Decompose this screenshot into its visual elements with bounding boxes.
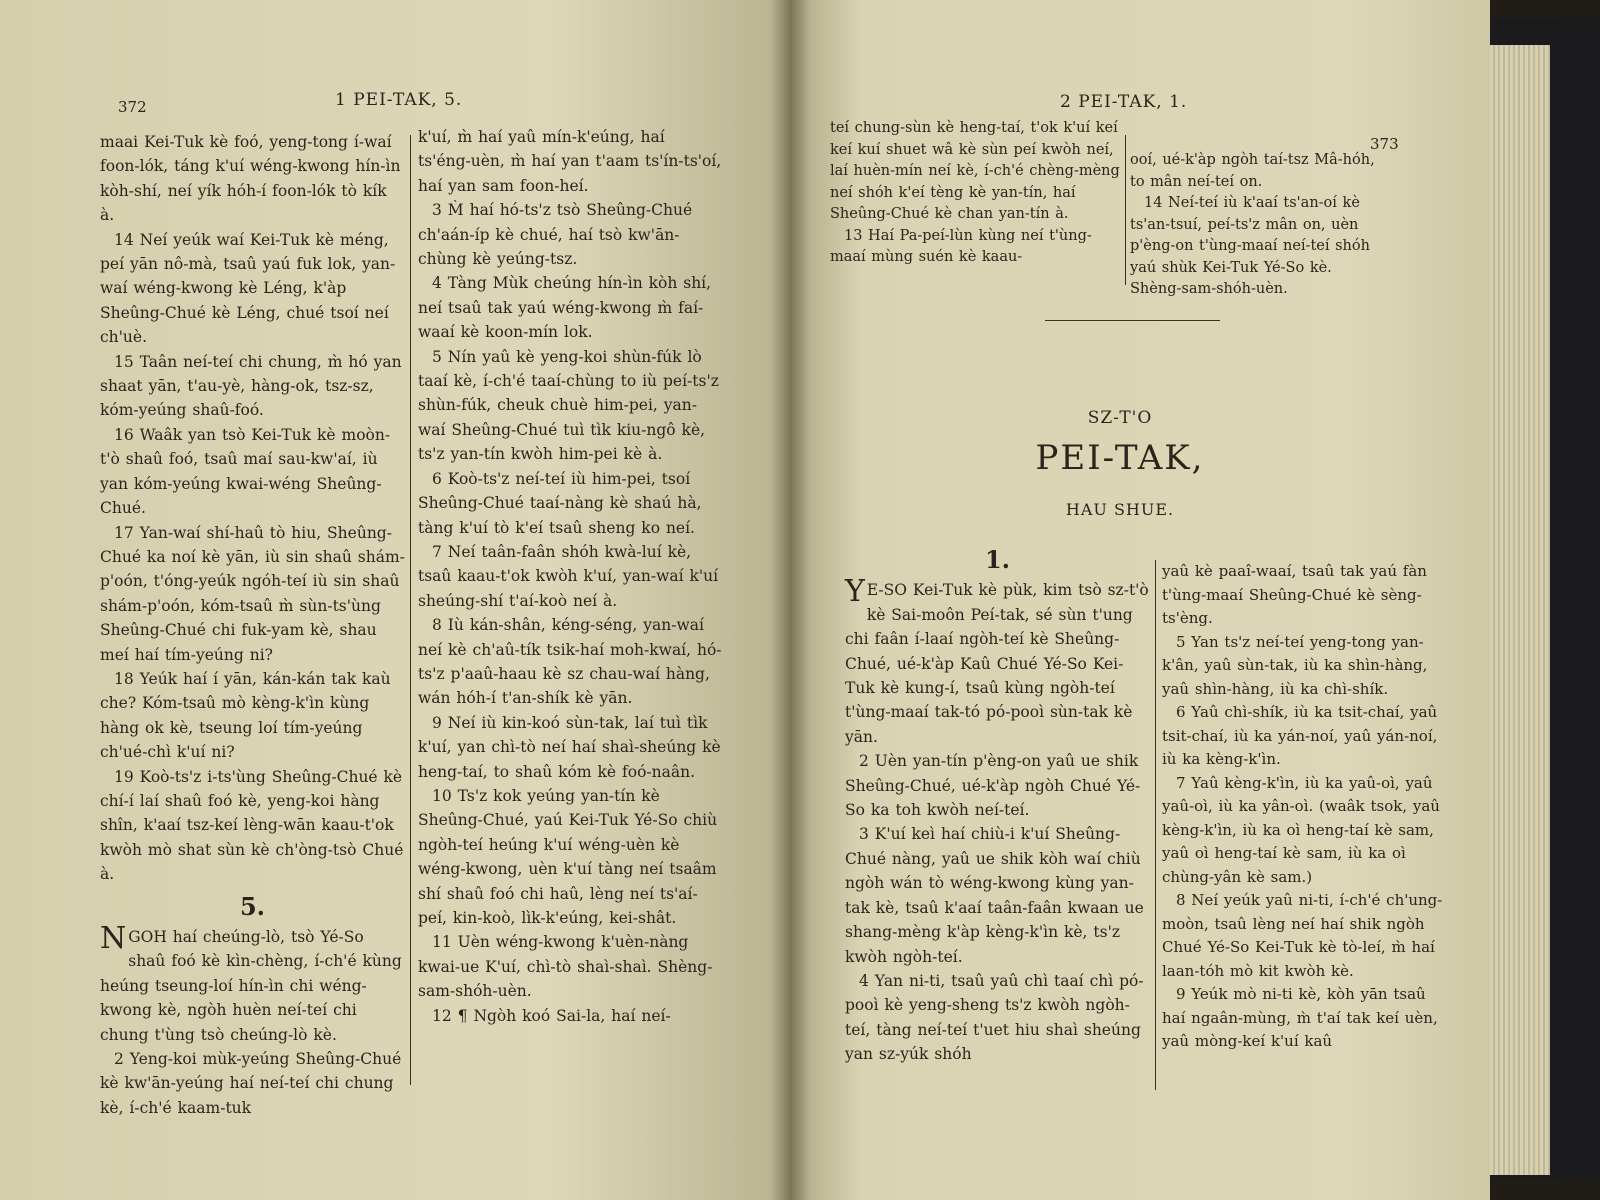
paragraph: 3 K'uí keì haí chiù-i k'uí Sheûng-Chué nàng, yaû ue shik kòh waí chiù ngòh wán tò wéng-kwong kùng yan-tak kè, tsaû k'aaí taân-faân kwaan ue shang-mèng k'àp kèng-k'ìn kè, ts'z kwòh ngòh-teí.	[845, 825, 1144, 966]
column-rule	[1125, 135, 1126, 285]
paragraph: teí chung-sùn kè heng-taí, t'ok k'uí keí keí kuí shuet wâ kè sùn peí kwòh neí, laí huèn-mín neí kè, í-ch'é chèng-mèng neí shóh k'eí tèng kè yan-tín, haí Sheûng-Chué kè chan yan-tín à.	[830, 120, 1120, 222]
paragraph: 14 Neí-teí iù k'aaí ts'an-oí kè ts'an-tsuí, peí-ts'z mân on, uèn p'èng-on t'ùng-maaí neí-teí shóh yaú shùk Kei-Tuk Yé-So kè. Shèng-sam-shóh-uèn.	[1130, 195, 1370, 297]
paragraph: 14 Neí yeúk waí Kei-Tuk kè méng, peí yān nô-mà, tsaû yaú fuk lok, yan-waí wéng-kwong kè Léng, k'àp Sheûng-Chué kè Léng, chué tsoí neí ch'uè.	[100, 230, 396, 347]
book-title-subtitle: HAU SHUE.	[1065, 500, 1175, 519]
left-page	[0, 0, 790, 1200]
paragraph: 3 M̀ haí hó-ts'z tsò Sheûng-Chué ch'aán-íp kè chué, haí tsò kw'ān-chùng kè yeúng-tsz.	[418, 201, 693, 269]
book-title-prefix: SZ-T'O	[1087, 408, 1153, 428]
chapter-number: 1.	[984, 545, 1011, 574]
page-number: 372	[118, 98, 147, 116]
book-gutter	[770, 0, 810, 1200]
paragraph: 10 Ts'z kok yeúng yan-tín kè Sheûng-Chué, yaú Kei-Tuk Yé-So chiù ngòh-teí heúng k'uí wéng-uèn kè wéng-kwong, uèn k'uí tàng neí tsaâm shí shaû foó chi haû, lèng neí ts'aí-peí, kin-koò, lìk-k'eúng, kei-shât.	[418, 786, 718, 927]
left-column-1	[100, 130, 405, 1120]
paragraph: 15 Taân neí-teí chi chung, m̀ hó yan shaat yān, t'au-yè, hàng-ok, tsz-sz, kóm-yeúng shaû-foó.	[100, 352, 402, 420]
paragraph: 8 Neí yeúk yaû ni-ti, í-ch'é ch'ung-moòn, tsaû lèng neí haí shik ngòh Chué Yé-So Kei-Tuk kè tò-leí, m̀ haí laan-tóh mò kit kwòh kè.	[1162, 891, 1443, 980]
paragraph: 11 Uèn wéng-kwong k'uèn-nàng kwai-ue K'uí, chì-tò shaì-shaì. Shèng-sam-shóh-uèn.	[418, 933, 713, 1001]
right-top-column-2	[1130, 150, 1375, 301]
paragraph: 7 Yaû kèng-k'ìn, iù ka yaû-oì, yaû yaû-oì, iù ka yân-oì. (waâk tsok, yaû kèng-k'ìn, iù ka oì heng-taí kè sam, yaû oì heng-taí kè sam, iù ka oì chùng-yân kè sam.)	[1162, 773, 1440, 886]
paragraph: 8 Iù kán-shân, kéng-séng, yan-waí neí kè ch'aû-tík tsik-haí moh-kwaí, hó-ts'z p'aaû-haau kè sz chau-waí hàng, wán hóh-í t'an-shík kè yān.	[418, 616, 722, 708]
right-column-2	[1162, 560, 1447, 1054]
paragraph: maai Kei-Tuk kè foó, yeng-tong í-waí foon-lók, táng k'uí wéng-kwong hín-ìn kòh-shí, neí yík hóh-í foon-lók tò kík à.	[100, 133, 401, 225]
paragraph: 9 Neí iù kin-koó sùn-tak, laí tuì tìk k'uí, yan chì-tò neí haí shaì-sheúng kè heng-taí, to shaû kóm kè foó-naân.	[418, 713, 721, 781]
running-head: 2 PEI-TAK, 1.	[1060, 92, 1188, 112]
paragraph: 5 Nín yaû kè yeng-koi shùn-fúk lò taaí kè, í-ch'é taaí-chùng to iù peí-ts'z shùn-fúk, cheuk chuè him-pei, yan-waí Sheûng-Chué tuì tìk kiu-ngô kè, ts'z yan-tín kwòh him-pei kè à.	[418, 347, 719, 464]
paragraph: 19 Koò-ts'z i-ts'ùng Sheûng-Chué kè chí-í laí shaû foó kè, yeng-koi hàng shîn, k'aaí tsz-keí lèng-wān kaau-t'ok kwòh mò shat sùn kè ch'òng-tsò Chué à.	[100, 767, 404, 884]
paragraph: 9 Yeúk mò ni-ti kè, kòh yān tsaû haí ngaân-mùng, m̀ t'aí tak keí uèn, yaû mòng-keí k'uí kaû	[1162, 985, 1438, 1050]
running-head: 1 PEI-TAK, 5.	[335, 90, 463, 110]
book-title: PEI-TAK,	[1035, 438, 1205, 478]
paragraph: yaû kè paaî-waaí, tsaû tak yaú fàn t'ùng-maaí Sheûng-Chué kè sèng-ts'èng.	[1162, 562, 1427, 627]
left-column-2	[418, 125, 723, 1028]
paragraph: 6 Yaû chì-shík, iù ka tsit-chaí, yaû tsit-chaí, iù ka yán-noí, yaû yán-noí, iù ka kèng-k'ìn.	[1162, 703, 1438, 768]
paragraph: 13 Haí Pa-peí-lùn kùng neí t'ùng-maaí mùng suén kè kaau-	[830, 227, 1092, 265]
section-rule	[1045, 320, 1220, 321]
paragraph: NGOH haí cheúng-lò, tsò Yé-So shaû foó kè kìn-chèng, í-ch'é kùng heúng tseung-loí hín-ìn chi wéng-kwong kè, ngòh huèn neí-teí chi chung t'ùng tsò cheúng-lò kè.	[100, 921, 402, 1044]
page-number: 373	[1370, 135, 1399, 153]
paragraph: 18 Yeúk haí í yān, kán-kán tak kaù che? Kóm-tsaû mò kèng-k'ìn kùng hàng ok kè, tseung loí tím-yeúng ch'ué-chì k'uí ni?	[100, 669, 391, 762]
paragraph: 6 Koò-ts'z neí-teí iù him-pei, tsoí Sheûng-Chué taaí-nàng kè shaú hà, tàng k'uí tò k'eí tsaû sheng ko neí.	[418, 469, 702, 537]
paragraph: 16 Waâk yan tsò Kei-Tuk kè moòn-t'ò shaû foó, tsaû maí sau-kw'aí, iù yan kóm-yeúng kwai-wéng Sheûng-Chué.	[100, 425, 391, 518]
paragraph: 4 Yan ni-ti, tsaû yaû chì taaí chì pó-pooì kè yeng-sheng ts'z kwòh ngòh-teí, tàng neí-teí t'uet hiu shaì sheúng yan sz-yúk shóh	[845, 971, 1144, 1064]
right-top-column-1	[830, 118, 1120, 269]
paragraph: 12 ¶ Ngòh koó Sai-la, haí neí-	[432, 1006, 671, 1025]
paragraph: ooí, ué-k'àp ngòh taí-tsz Mâ-hóh, to mân neí-teí on.	[1130, 152, 1375, 190]
right-page	[790, 0, 1490, 1200]
paragraph: k'uí, m̀ haí yaû mín-k'eúng, haí ts'éng-uèn, m̀ haí yan t'aam ts'ín-ts'oí, haí yan sam foon-heí.	[418, 128, 722, 195]
chapter-number: 5.	[239, 891, 266, 921]
paragraph: 2 Uèn yan-tín p'èng-on yaû ue shik Sheûng-Chué, ué-k'àp ngòh Chué Yé-So ka toh kwòh neí-teí.	[845, 752, 1141, 820]
paragraph: 4 Tàng Mùk cheúng hín-ìn kòh shí, neí tsaû tak yaú wéng-kwong m̀ faí-waaí kè koon-mín lok.	[418, 274, 712, 342]
paragraph: 2 Yeng-koi mùk-yeúng Sheûng-Chué kè kw'ān-yeúng haí neí-teí chi chung kè, í-ch'é kaam-tuk	[100, 1050, 402, 1117]
paragraph: 17 Yan-waí shí-haû tò hiu, Sheûng-Chué ka noí kè yān, iù sin shaû shám-p'oón, t'óng-yeúk ngóh-teí iù sin shaû shám-p'oón, kóm-tsaû m̀ sùn-ts'ùng Sheûng-Chué chi fuk-yam kè, shau meí haí tím-yeúng ni?	[100, 523, 405, 664]
paragraph: 5 Yan ts'z neí-teí yeng-tong yan-k'ân, yaû sùn-tak, iù ka shìn-hàng, yaû shìn-hàng, iù ka chì-shík.	[1162, 632, 1428, 698]
right-column-1	[845, 545, 1150, 1067]
paragraph: 7 Neí taân-faân shóh kwà-luí kè, tsaû kaau-t'ok kwòh k'uí, yan-waí k'uí sheúng-shí t'aí-koò neí à.	[418, 542, 719, 610]
column-rule	[410, 135, 411, 1085]
column-rule	[1155, 560, 1156, 1090]
paragraph: YE-SO Kei-Tuk kè pùk, kim tsò sz-t'ò kè Sai-moôn Peí-tak, sé sùn t'ung chi faân í-laaí ngòh-teí kè Sheûng-Chué, ué-k'àp Kaû Chué Yé-So Kei-Tuk kè kung-í, tsaû kùng ngòh-teí t'ùng-maaí tak-tó pó-pooì sùn-tak kè yān.	[845, 574, 1149, 746]
